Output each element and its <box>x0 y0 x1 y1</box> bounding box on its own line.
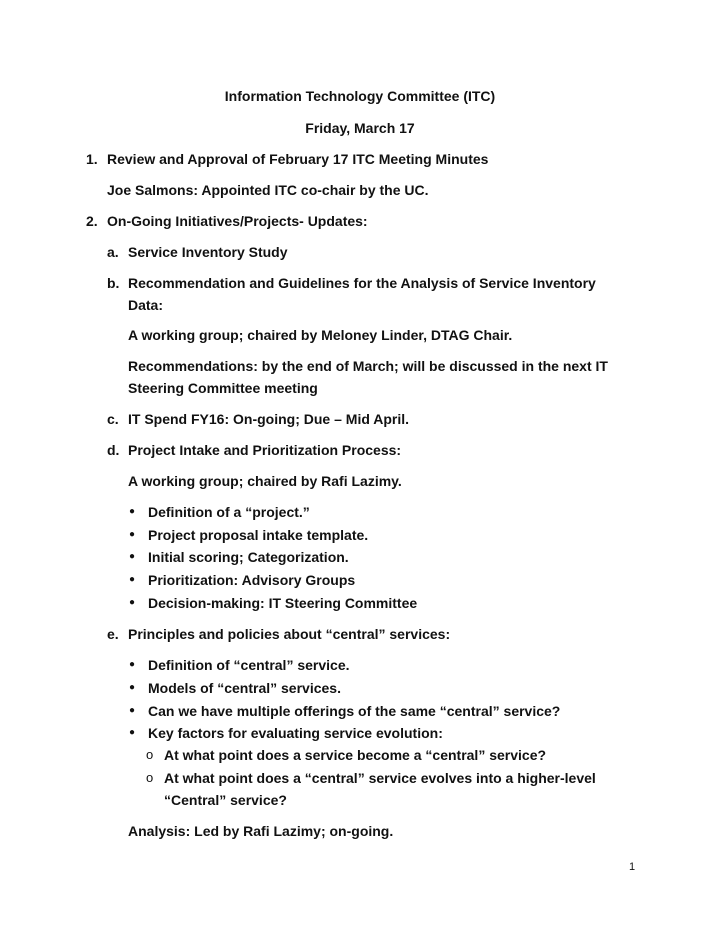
item-2d-bullet-4: Prioritization: Advisory Groups <box>148 572 356 588</box>
item-2b-note-recommendations-line-1: Recommendations: by the end of March; will be discussed in the next IT <box>128 358 608 374</box>
item-2d-marker: d. <box>107 442 120 458</box>
hollow-circle-bullet-icon: o <box>146 747 154 762</box>
bullet-icon: ● <box>129 597 136 608</box>
bullet-icon: ● <box>129 682 136 693</box>
item-2d-heading: Project Intake and Prioritization Process: <box>128 442 402 458</box>
item-2e-bullet-2: Models of “central” services. <box>148 680 341 696</box>
item-2b-note-working-group: A working group; chaired by Meloney Linder, DTAG Chair. <box>128 327 513 343</box>
item-2-heading: On-Going Initiatives/Projects- Updates: <box>107 213 368 229</box>
item-2e-sub-bullet-2: At what point does a “central” service evolves into a higher-level <box>164 770 596 786</box>
item-2d-bullet-2: Project proposal intake template. <box>148 527 369 543</box>
item-2e-marker: e. <box>107 626 119 642</box>
item-2d-bullet-3: Initial scoring; Categorization. <box>148 549 349 565</box>
bullet-icon: ● <box>129 727 136 738</box>
item-2e-bullet-4: Key factors for evaluating service evolution: <box>148 725 443 741</box>
bullet-icon: ● <box>129 506 136 517</box>
item-1-marker: 1. <box>86 151 98 167</box>
bullet-icon: ● <box>129 551 136 562</box>
item-2e-sub-bullet-2-continuation: “Central” service? <box>164 792 287 808</box>
item-2b-marker: b. <box>107 275 120 291</box>
item-2d-note: A working group; chaired by Rafi Lazimy. <box>128 473 402 489</box>
item-2e-bullet-1: Definition of “central” service. <box>148 657 350 673</box>
item-2a-marker: a. <box>107 244 119 260</box>
page-number: 1 <box>629 861 636 873</box>
item-1-heading: Review and Approval of February 17 ITC Meeting Minutes <box>107 151 489 167</box>
hollow-circle-bullet-icon: o <box>146 770 154 785</box>
item-2e-analysis: Analysis: Led by Rafi Lazimy; on-going. <box>128 823 394 839</box>
item-1-note: Joe Salmons: Appointed ITC co-chair by the UC. <box>107 182 429 198</box>
item-2b-heading-line-2: Data: <box>128 297 164 313</box>
item-2e-bullet-3: Can we have multiple offerings of the same “central” service? <box>148 703 561 719</box>
item-2e-heading: Principles and policies about “central” services: <box>128 626 451 642</box>
bullet-icon: ● <box>129 659 136 670</box>
document-title: Information Technology Committee (ITC) <box>224 88 496 104</box>
item-2-marker: 2. <box>86 213 98 229</box>
bullet-icon: ● <box>129 574 136 585</box>
bullet-icon: ● <box>129 529 136 540</box>
item-2a-heading: Service Inventory Study <box>128 244 288 260</box>
item-2d-bullet-1: Definition of a “project.” <box>148 504 310 520</box>
item-2e-sub-bullet-1: At what point does a service become a “central” service? <box>164 747 547 763</box>
meeting-date: Friday, March 17 <box>305 120 415 136</box>
item-2b-heading-line-1: Recommendation and Guidelines for the Analysis of Service Inventory <box>128 275 596 291</box>
item-2c-heading: IT Spend FY16: On-going; Due – Mid April. <box>128 411 410 427</box>
item-2c-marker: c. <box>107 411 119 427</box>
bullet-icon: ● <box>129 705 136 716</box>
item-2b-note-recommendations-line-2: Steering Committee meeting <box>128 380 318 396</box>
item-2d-bullet-5: Decision-making: IT Steering Committee <box>148 595 418 611</box>
